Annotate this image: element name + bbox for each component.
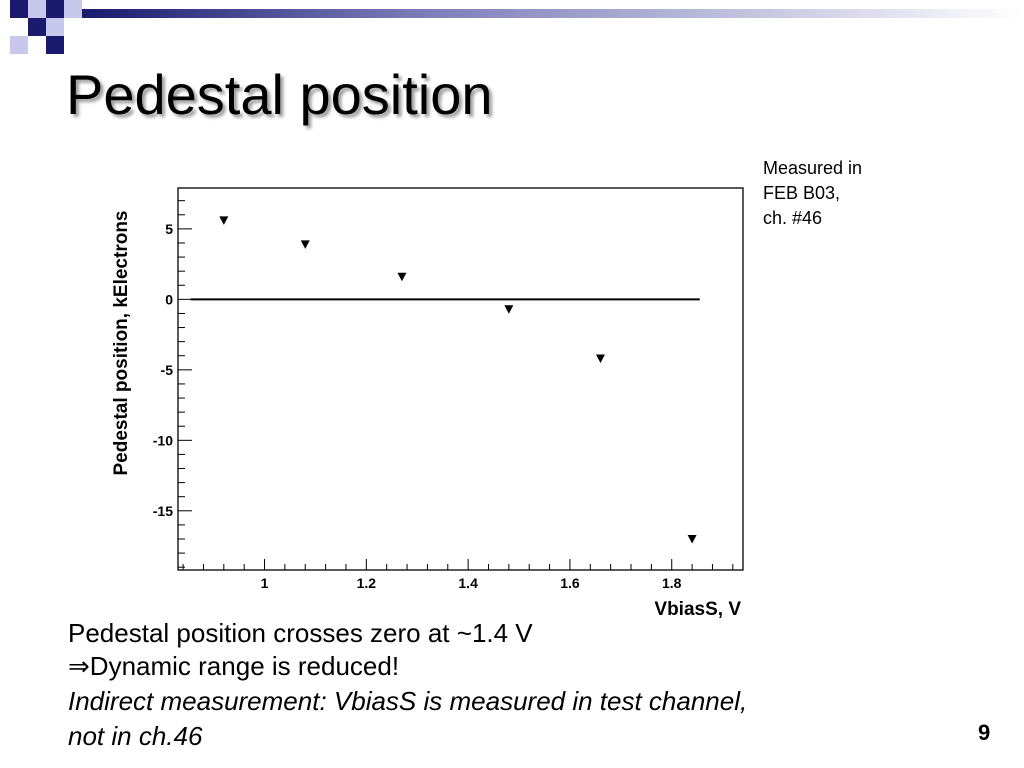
y-tick-label: 0 — [165, 291, 173, 308]
measurement-note — [763, 156, 862, 231]
y-tick-label: -10 — [152, 432, 173, 449]
decoration-square — [10, 36, 28, 54]
x-tick-label: 1.6 — [560, 575, 580, 591]
y-tick-label: 5 — [165, 220, 173, 237]
pedestal-chart — [100, 170, 760, 620]
body-line-1: Pedestal position crosses zero at ~1.4 V — [68, 618, 533, 648]
implies-arrow-icon: ⇒ — [68, 651, 90, 681]
note-line: FEB B03, — [763, 183, 841, 203]
page-number: 9 — [978, 720, 991, 745]
body-line-2-text: Dynamic range is reduced! — [89, 651, 400, 681]
slide-title: Pedestal position — [66, 63, 493, 126]
x-tick-label: 1.8 — [662, 575, 682, 591]
body-line-3: Indirect measurement: VbiasS is measured in test channel, — [68, 686, 748, 716]
note-line: Measured in — [763, 158, 863, 178]
x-axis-label: VbiasS, V — [654, 599, 741, 620]
decoration-square — [10, 0, 28, 18]
y-tick-label: -15 — [152, 502, 173, 519]
data-point — [301, 240, 310, 249]
y-axis-label: Pedestal position, kElectrons — [111, 210, 132, 476]
body-line-4: not in ch.46 — [68, 721, 203, 751]
data-point — [219, 216, 228, 225]
decoration-square — [28, 18, 46, 36]
data-point — [688, 535, 697, 544]
note-line: ch. #46 — [763, 208, 823, 228]
decoration-square — [46, 0, 64, 18]
decoration-square — [64, 0, 82, 18]
data-point — [596, 355, 605, 364]
x-tick-label: 1.2 — [356, 575, 377, 591]
y-tick-label: -5 — [160, 361, 173, 378]
decoration-square — [46, 18, 64, 36]
x-tick-label: 1.4 — [458, 575, 478, 591]
decoration-square — [28, 0, 46, 18]
data-point — [504, 305, 513, 314]
x-tick-label: 1 — [260, 575, 269, 591]
decoration-gradient-bar — [82, 9, 1024, 18]
body-line-2 — [68, 651, 399, 682]
data-point — [397, 273, 406, 282]
plot-frame — [178, 188, 743, 570]
decoration-square — [46, 36, 64, 54]
